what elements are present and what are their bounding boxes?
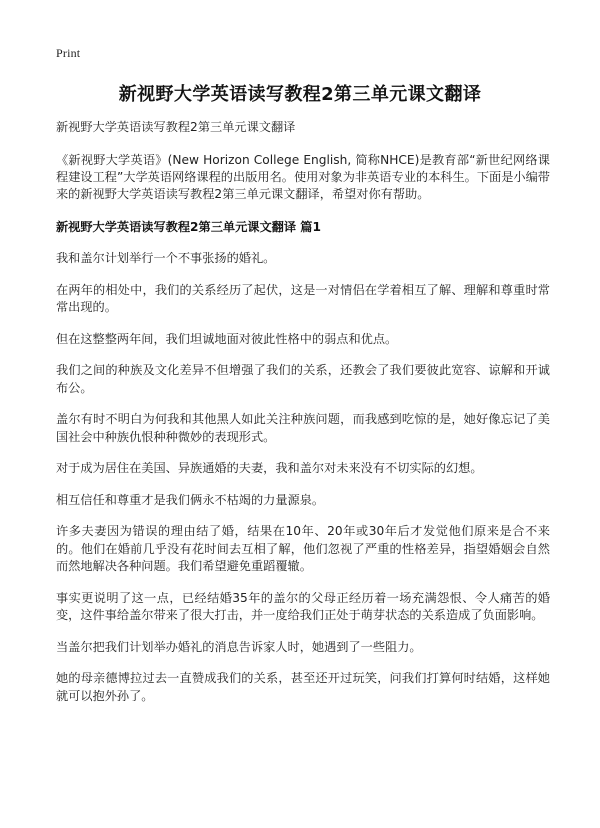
print-label: Print: [56, 46, 81, 60]
document-content: [56, 118, 550, 719]
paragraph: 在两年的相处中，我们的关系经历了起伏，这是一对情侣在学着相互了解、理解和尊重时常常出现的。: [56, 282, 550, 314]
intro-paragraph: 《新视野大学英语》(New Horizon College English, 简称NHCE)是教育部“新世纪网络课程建设工程”大学英语网络课程的出版用名。使用对象为非英语专业的本科生。下面是小编带来的新视野大学英语读写教程2第三单元课文翻译，希望对你有帮助。: [56, 153, 550, 201]
paragraph: 她的母亲德博拉过去一直赞成我们的关系，甚至还开过玩笑，问我们打算何时结婚，这样她就可以抱外孙了。: [56, 671, 550, 703]
section-heading: 新视野大学英语读写教程2第三单元课文翻译 篇1: [56, 220, 321, 234]
paragraph: 当盖尔把我们计划举办婚礼的消息告诉家人时，她遇到了一些阻力。: [56, 639, 422, 654]
paragraph: 盖尔有时不明白为何我和其他黑人如此关注种族问题，而我感到吃惊的是，她好像忘记了美国社会中种族仇恨种种微妙的表现形式。: [56, 412, 550, 444]
paragraph: 但在这整整两年间，我们坦诚地面对彼此性格中的弱点和优点。: [56, 331, 398, 346]
paragraph: 事实更说明了这一点，已经结婚35年的盖尔的父母正经历着一场充满怨恨、令人痛苦的婚变，这件事给盖尔带来了很大打击，并一度给我们正处于萌芽状态的关系造成了负面影响。: [56, 590, 550, 622]
paragraph: 我们之间的种族及文化差异不但增强了我们的关系，还教会了我们要彼此宽容、谅解和开诚布公。: [56, 363, 550, 395]
paragraph: 许多夫妻因为错误的理由结了婚，结果在10年、20年或30年后才发觉他们原来是合不来的。他们在婚前几乎没有花时间去互相了解，他们忽视了严重的性格差异，指望婚姻会自然而然地解决各种问题。我们希望避免重蹈覆辙。: [56, 524, 550, 573]
document-subtitle: 新视野大学英语读写教程2第三单元课文翻译: [56, 120, 296, 134]
paragraph: 对于成为居住在美国、异族通婚的夫妻，我和盖尔对未来没有不切实际的幻想。: [56, 461, 483, 475]
page-title: 新视野大学英语读写教程2第三单元课文翻译: [118, 84, 482, 105]
paragraph: 相互信任和尊重才是我们俩永不枯竭的力量源泉。: [56, 492, 325, 507]
paragraph: 我和盖尔计划举行一个不事张扬的婚礼。: [56, 251, 276, 265]
